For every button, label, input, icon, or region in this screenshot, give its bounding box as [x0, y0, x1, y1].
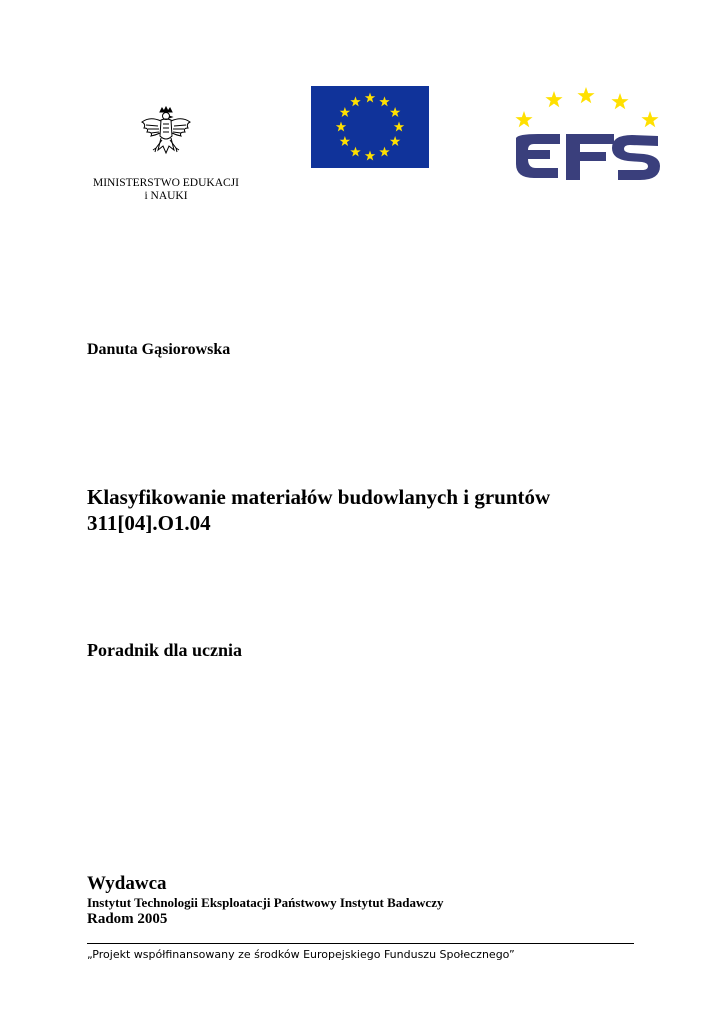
- efs-star-icon: [611, 93, 628, 109]
- publisher-name: Instytut Technologii Eksploatacji Państwowy Instytut Badawczy: [87, 895, 444, 910]
- ministry-name: [60, 177, 272, 203]
- title-line1: Klasyfikowanie materiałów budowlanych i gruntów: [87, 485, 551, 509]
- title-line2: 311[04].O1.04: [87, 511, 211, 535]
- efs-logo: [508, 86, 666, 190]
- footer-divider: [87, 943, 634, 944]
- efs-star-icon: [577, 87, 594, 103]
- publisher-heading: Wydawca: [87, 873, 167, 894]
- author-name: Danuta Gąsiorowska: [87, 341, 231, 358]
- eu-flag-icon: [311, 86, 429, 168]
- eagle-emblem-icon: [138, 106, 194, 166]
- footer-note: „Projekt współfinansowany ze środków Europejskiego Funduszu Społecznego”: [87, 948, 515, 961]
- ministry-emblem: [138, 106, 194, 166]
- publisher-place-year: Radom 2005: [87, 911, 168, 927]
- efs-star-icon: [641, 111, 658, 127]
- document-subtitle: Poradnik dla ucznia: [87, 640, 243, 660]
- efs-star-icon: [515, 111, 532, 127]
- efs-star-icon: [545, 91, 562, 107]
- document-title: [87, 484, 550, 536]
- eu-flag: [311, 86, 429, 168]
- ministry-line2: i NAUKI: [144, 190, 188, 202]
- efs-logo-icon: [508, 86, 666, 190]
- ministry-line1: MINISTERSTWO EDUKACJI: [93, 177, 239, 189]
